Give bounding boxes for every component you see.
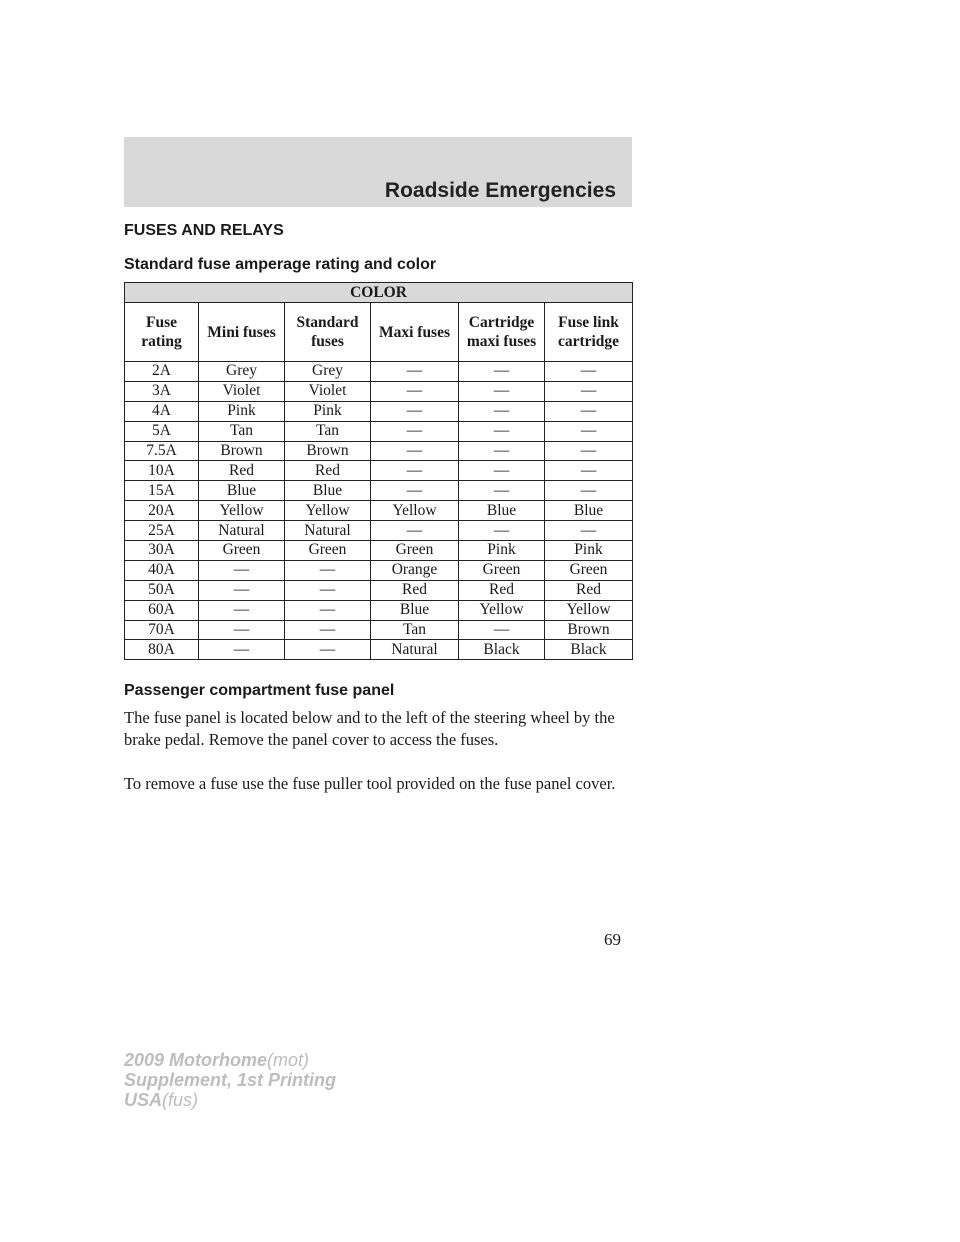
table-cell: — [545, 481, 633, 501]
table-cell: — [371, 401, 459, 421]
table-cell: Tan [371, 620, 459, 640]
table-cell: Red [199, 461, 285, 481]
table-cell: — [459, 421, 545, 441]
table-cell: — [545, 362, 633, 382]
table-row [125, 401, 633, 421]
table-cell: — [459, 381, 545, 401]
table-row [125, 461, 633, 481]
table-cell: 60A [125, 600, 199, 620]
footer-line-3: USA(fus) [124, 1090, 199, 1110]
table-cell: Pink [545, 541, 633, 561]
table-cell: — [285, 640, 371, 660]
table-cell: — [285, 600, 371, 620]
table-cell: Blue [371, 600, 459, 620]
table-cell: Pink [285, 401, 371, 421]
table-cell: Blue [545, 501, 633, 521]
table-cell: Brown [199, 441, 285, 461]
column-header: Mini fuses [199, 303, 285, 362]
table-cell: Violet [285, 381, 371, 401]
table-cell: Yellow [459, 600, 545, 620]
column-header: Standard fuses [285, 303, 371, 362]
table-row [125, 521, 633, 541]
table-cell: Tan [285, 421, 371, 441]
table-cell: 50A [125, 580, 199, 600]
table-row [125, 541, 633, 561]
table-cell: — [545, 461, 633, 481]
table-caption: Standard fuse amperage rating and color [124, 256, 437, 273]
table-cell: Violet [199, 381, 285, 401]
table-row [125, 501, 633, 521]
table-cell: — [199, 640, 285, 660]
table-cell: 7.5A [125, 441, 199, 461]
section-title: FUSES AND RELAYS [124, 222, 284, 239]
table-cell: — [371, 381, 459, 401]
table-cell: Grey [199, 362, 285, 382]
fuse-color-table [124, 282, 633, 660]
table-cell: Brown [545, 620, 633, 640]
table-cell: — [459, 401, 545, 421]
page-header-band [124, 137, 632, 207]
table-cell: 20A [125, 501, 199, 521]
chapter-title: Roadside Emergencies [384, 179, 616, 202]
table-cell: — [199, 600, 285, 620]
table-cell: — [371, 461, 459, 481]
table-cell: — [285, 580, 371, 600]
column-header: Cartridge maxi fuses [459, 303, 545, 362]
color-group-header: COLOR [125, 283, 633, 303]
table-cell: — [285, 560, 371, 580]
table-cell: Blue [459, 501, 545, 521]
table-cell: Red [545, 580, 633, 600]
table-row [125, 441, 633, 461]
table-cell: Green [371, 541, 459, 561]
table-cell: — [371, 521, 459, 541]
table-cell: — [285, 620, 371, 640]
passenger-panel-paragraph-2: To remove a fuse use the fuse puller tool provided on the fuse panel cover. [124, 774, 616, 793]
table-cell: — [199, 620, 285, 640]
table-cell: — [459, 521, 545, 541]
passenger-panel-paragraph-1: The fuse panel is located below and to the left of the steering wheel by the brake pedal. Remove the panel cover to access the fuses. [124, 708, 615, 749]
table-cell: Blue [285, 481, 371, 501]
table-cell: 10A [125, 461, 199, 481]
table-cell: Natural [371, 640, 459, 660]
table-cell: Tan [199, 421, 285, 441]
column-header: Maxi fuses [371, 303, 459, 362]
table-cell: 5A [125, 421, 199, 441]
table-cell: Blue [199, 481, 285, 501]
passenger-panel-heading: Passenger compartment fuse panel [124, 682, 395, 699]
table-cell: 15A [125, 481, 199, 501]
table-cell: — [545, 381, 633, 401]
table-cell: — [459, 481, 545, 501]
footer-line-2: Supplement, 1st Printing [124, 1070, 337, 1090]
table-cell: — [459, 362, 545, 382]
table-cell: Black [459, 640, 545, 660]
table-cell: Yellow [371, 501, 459, 521]
table-cell: Pink [459, 541, 545, 561]
table-cell: Natural [199, 521, 285, 541]
table-cell: Orange [371, 560, 459, 580]
table-row [125, 580, 633, 600]
table-cell: — [199, 580, 285, 600]
table-cell: Green [199, 541, 285, 561]
table-cell: — [545, 521, 633, 541]
table-row [125, 481, 633, 501]
table-cell: Yellow [199, 501, 285, 521]
table-row [125, 600, 633, 620]
table-cell: Green [285, 541, 371, 561]
table-cell: Natural [285, 521, 371, 541]
table-cell: 3A [125, 381, 199, 401]
table-row [125, 560, 633, 580]
table-cell: Yellow [545, 600, 633, 620]
table-cell: 70A [125, 620, 199, 640]
table-cell: Red [371, 580, 459, 600]
table-cell: 80A [125, 640, 199, 660]
column-header: Fuse link cartridge [545, 303, 633, 362]
page-number: 69 [604, 930, 621, 949]
table-row [125, 381, 633, 401]
table-cell: — [371, 441, 459, 461]
table-cell: Pink [199, 401, 285, 421]
column-header: Fuse rating [125, 303, 199, 362]
table-cell: — [459, 620, 545, 640]
table-cell: Brown [285, 441, 371, 461]
table-cell: — [371, 481, 459, 501]
table-cell: Black [545, 640, 633, 660]
table-cell: Yellow [285, 501, 371, 521]
table-cell: Red [459, 580, 545, 600]
footer-line-1: 2009 Motorhome(mot) [124, 1050, 310, 1070]
print-footer [124, 1050, 336, 1110]
table-cell: — [545, 441, 633, 461]
table-cell: Grey [285, 362, 371, 382]
table-row [125, 421, 633, 441]
table-cell: 4A [125, 401, 199, 421]
table-cell: 25A [125, 521, 199, 541]
table-cell: Red [285, 461, 371, 481]
table-cell: Green [545, 560, 633, 580]
table-cell: — [459, 441, 545, 461]
table-cell: 40A [125, 560, 199, 580]
table-row [125, 620, 633, 640]
table-cell: — [545, 401, 633, 421]
table-cell: 30A [125, 541, 199, 561]
table-cell: — [545, 421, 633, 441]
table-row [125, 362, 633, 382]
table-cell: 2A [125, 362, 199, 382]
table-cell: — [199, 560, 285, 580]
table-cell: Green [459, 560, 545, 580]
table-row [125, 640, 633, 660]
table-cell: — [459, 461, 545, 481]
table-cell: — [371, 421, 459, 441]
table-cell: — [371, 362, 459, 382]
